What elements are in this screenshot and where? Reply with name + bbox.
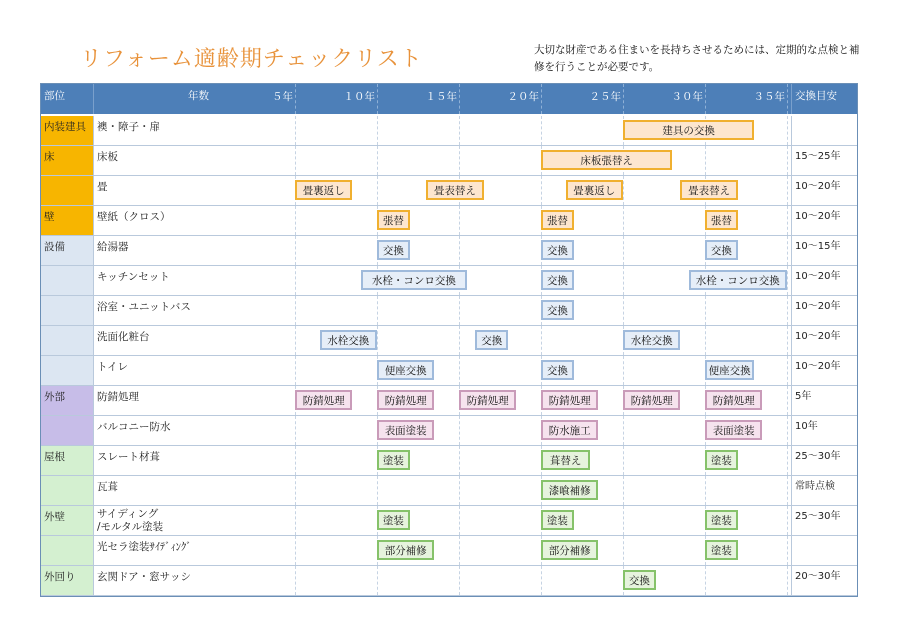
header-category: 部位 xyxy=(44,90,65,102)
row-item: 給湯器 xyxy=(93,236,213,265)
year-gridline xyxy=(377,326,378,355)
year-gridline xyxy=(623,296,624,325)
header-year-mark: ２０年 xyxy=(507,91,539,103)
year-gridline xyxy=(459,506,460,535)
task-box: 畳表替え xyxy=(680,180,737,200)
task-box: 張替 xyxy=(541,210,574,230)
year-gridline xyxy=(295,476,296,505)
row-category xyxy=(41,176,93,205)
year-gridline xyxy=(787,536,788,565)
year-gridline xyxy=(541,176,542,205)
table-row xyxy=(41,266,857,296)
task-box: 表面塗装 xyxy=(705,420,762,440)
year-gridline xyxy=(623,266,624,295)
year-gridline xyxy=(459,84,460,114)
task-box: 塗装 xyxy=(377,510,410,530)
task-box: 部分補修 xyxy=(541,540,598,560)
row-item: サイディング /モルタル塗装 xyxy=(93,506,213,535)
year-gridline xyxy=(623,416,624,445)
year-gridline xyxy=(705,146,706,175)
table-row xyxy=(41,236,857,266)
row-interval: 10～20年 xyxy=(791,296,857,325)
year-gridline xyxy=(377,566,378,595)
task-box: 防錆処理 xyxy=(623,390,680,410)
year-gridline xyxy=(541,84,542,114)
row-item: 床板 xyxy=(93,146,213,175)
year-gridline xyxy=(459,416,460,445)
year-gridline xyxy=(623,206,624,235)
row-interval: 20～30年 xyxy=(791,566,857,595)
year-gridline xyxy=(295,356,296,385)
year-gridline xyxy=(295,506,296,535)
year-gridline xyxy=(787,506,788,535)
year-gridline xyxy=(459,536,460,565)
year-gridline xyxy=(459,296,460,325)
row-category xyxy=(41,536,93,565)
year-gridline xyxy=(623,356,624,385)
year-gridline xyxy=(705,296,706,325)
year-gridline xyxy=(787,266,788,295)
year-gridline xyxy=(787,326,788,355)
year-gridline xyxy=(787,116,788,145)
year-gridline xyxy=(541,116,542,145)
year-gridline xyxy=(459,566,460,595)
row-item: 瓦葺 xyxy=(93,476,213,505)
checklist-table xyxy=(40,83,858,597)
task-box: 防錆処理 xyxy=(541,390,598,410)
year-gridline xyxy=(295,566,296,595)
task-box: 畳裏返し xyxy=(566,180,623,200)
year-gridline xyxy=(787,416,788,445)
task-box: 塗装 xyxy=(705,450,738,470)
row-interval: 常時点検 xyxy=(791,476,857,505)
table-row xyxy=(41,356,857,386)
row-interval: 10～20年 xyxy=(791,356,857,385)
task-box: 水栓・コンロ交換 xyxy=(689,270,787,290)
table-row xyxy=(41,176,857,206)
year-gridline xyxy=(787,236,788,265)
task-box: 防錆処理 xyxy=(295,390,352,410)
table-row xyxy=(41,506,857,536)
task-box: 表面塗装 xyxy=(377,420,434,440)
row-category xyxy=(41,356,93,385)
task-box: 葺替え xyxy=(541,450,590,470)
row-item: 浴室・ユニットバス xyxy=(93,296,213,325)
task-box: 張替 xyxy=(377,210,410,230)
row-category: 外回り xyxy=(41,566,93,595)
task-box: 塗装 xyxy=(705,510,738,530)
year-gridline xyxy=(459,326,460,355)
table-row xyxy=(41,476,857,506)
year-gridline xyxy=(787,146,788,175)
intro-note: 大切な財産である住まいを長持ちさせるためには、定期的な点検と補修を行うことが必要です。 xyxy=(534,44,860,73)
year-gridline xyxy=(459,146,460,175)
table-row xyxy=(41,116,857,146)
header-year-mark: １５年 xyxy=(425,91,457,103)
task-box: 便座交換 xyxy=(377,360,434,380)
task-box: 防錆処理 xyxy=(377,390,434,410)
row-interval: 10～20年 xyxy=(791,326,857,355)
year-gridline xyxy=(295,236,296,265)
year-gridline xyxy=(787,446,788,475)
task-box: 塗装 xyxy=(705,540,738,560)
table-row xyxy=(41,296,857,326)
year-gridline xyxy=(623,176,624,205)
year-gridline xyxy=(705,326,706,355)
year-gridline xyxy=(787,566,788,595)
row-category: 床 xyxy=(41,146,93,175)
task-box: 防錆処理 xyxy=(705,390,762,410)
table-row xyxy=(41,386,857,416)
row-interval: 15～25年 xyxy=(791,146,857,175)
task-box: 塗装 xyxy=(377,450,410,470)
header-years: 年数 xyxy=(93,84,213,114)
task-box: 部分補修 xyxy=(377,540,434,560)
table-row xyxy=(41,446,857,476)
year-gridline xyxy=(541,566,542,595)
year-gridline xyxy=(295,116,296,145)
task-box: 畳裏返し xyxy=(295,180,352,200)
table-row xyxy=(41,536,857,566)
year-gridline xyxy=(377,176,378,205)
row-interval: 25～30年 xyxy=(791,506,857,535)
row-interval xyxy=(791,116,857,145)
task-box: 水栓交換 xyxy=(623,330,680,350)
row-category: 屋根 xyxy=(41,446,93,475)
year-gridline xyxy=(623,536,624,565)
task-box: 床板張替え xyxy=(541,150,672,170)
page-title: リフォーム適齢期チェックリスト xyxy=(80,47,423,72)
year-gridline xyxy=(787,176,788,205)
task-box: 張替 xyxy=(705,210,738,230)
row-interval: 10年 xyxy=(791,416,857,445)
task-box: 防錆処理 xyxy=(459,390,516,410)
year-gridline xyxy=(295,206,296,235)
row-item: 玄関ドア・窓サッシ xyxy=(93,566,213,595)
year-gridline xyxy=(377,116,378,145)
year-gridline xyxy=(705,566,706,595)
year-gridline xyxy=(295,536,296,565)
task-box: 塗装 xyxy=(541,510,574,530)
year-gridline xyxy=(295,446,296,475)
row-category xyxy=(41,266,93,295)
year-gridline xyxy=(377,476,378,505)
table-row xyxy=(41,416,857,446)
year-gridline xyxy=(623,236,624,265)
table-row xyxy=(41,146,857,176)
year-gridline xyxy=(787,206,788,235)
year-gridline xyxy=(295,416,296,445)
year-gridline xyxy=(295,266,296,295)
row-item: バルコニー防水 xyxy=(93,416,213,445)
task-box: 交換 xyxy=(541,360,574,380)
row-category: 外部 xyxy=(41,386,93,415)
task-box: 交換 xyxy=(623,570,656,590)
year-gridline xyxy=(377,146,378,175)
year-gridline xyxy=(377,296,378,325)
task-box: 水栓・コンロ交換 xyxy=(361,270,468,290)
task-box: 畳表替え xyxy=(426,180,483,200)
header-year-mark: １０年 xyxy=(343,91,375,103)
row-interval: 10～20年 xyxy=(791,176,857,205)
header-year-mark: ５年 xyxy=(272,91,293,103)
year-gridline xyxy=(787,386,788,415)
year-gridline xyxy=(623,506,624,535)
task-box: 水栓交換 xyxy=(320,330,377,350)
row-item: 壁紙（クロス） xyxy=(93,206,213,235)
row-category xyxy=(41,296,93,325)
row-category: 壁 xyxy=(41,206,93,235)
row-item: スレート材葺 xyxy=(93,446,213,475)
row-category: 内装建具 xyxy=(41,116,93,145)
row-item: トイレ xyxy=(93,356,213,385)
year-gridline xyxy=(623,476,624,505)
row-category xyxy=(41,476,93,505)
header-year-mark: ３０年 xyxy=(671,91,703,103)
task-box: 防水施工 xyxy=(541,420,598,440)
year-gridline xyxy=(459,356,460,385)
row-interval: 25～30年 xyxy=(791,446,857,475)
row-item: 洗面化粧台 xyxy=(93,326,213,355)
task-box: 交換 xyxy=(475,330,508,350)
table-row xyxy=(41,566,857,596)
task-box: 交換 xyxy=(541,240,574,260)
year-gridline xyxy=(295,84,296,114)
year-gridline xyxy=(459,236,460,265)
year-gridline xyxy=(623,84,624,114)
year-gridline xyxy=(459,476,460,505)
year-gridline xyxy=(787,84,788,114)
header-interval: 交換目安 xyxy=(791,84,857,114)
table-row xyxy=(41,206,857,236)
task-box: 交換 xyxy=(541,270,574,290)
year-gridline xyxy=(541,326,542,355)
year-gridline xyxy=(787,296,788,325)
row-interval: 5年 xyxy=(791,386,857,415)
year-gridline xyxy=(459,446,460,475)
row-category xyxy=(41,416,93,445)
row-interval xyxy=(791,536,857,565)
task-box: 交換 xyxy=(377,240,410,260)
year-gridline xyxy=(787,356,788,385)
task-box: 交換 xyxy=(705,240,738,260)
row-interval: 10～20年 xyxy=(791,206,857,235)
task-box: 便座交換 xyxy=(705,360,754,380)
task-box: 漆喰補修 xyxy=(541,480,598,500)
row-item: 光セラ塗装ｻｲﾃﾞｨﾝｸﾞ xyxy=(93,536,213,565)
year-gridline xyxy=(459,116,460,145)
year-gridline xyxy=(705,84,706,114)
year-gridline xyxy=(295,326,296,355)
row-item: 畳 xyxy=(93,176,213,205)
row-category: 外壁 xyxy=(41,506,93,535)
task-box: 交換 xyxy=(541,300,574,320)
header-year-mark: ２５年 xyxy=(589,91,621,103)
row-interval: 10～20年 xyxy=(791,266,857,295)
row-category: 設備 xyxy=(41,236,93,265)
header-year-mark: ３５年 xyxy=(753,91,785,103)
table-row xyxy=(41,326,857,356)
year-gridline xyxy=(459,206,460,235)
header-row xyxy=(41,84,857,114)
year-gridline xyxy=(295,146,296,175)
row-interval: 10～15年 xyxy=(791,236,857,265)
row-category xyxy=(41,326,93,355)
year-gridline xyxy=(377,84,378,114)
year-gridline xyxy=(295,296,296,325)
task-box: 建具の交換 xyxy=(623,120,754,140)
year-gridline xyxy=(623,446,624,475)
year-gridline xyxy=(787,476,788,505)
row-item: 襖・障子・扉 xyxy=(93,116,213,145)
year-gridline xyxy=(705,476,706,505)
row-item: キッチンセット xyxy=(93,266,213,295)
row-item: 防錆処理 xyxy=(93,386,213,415)
